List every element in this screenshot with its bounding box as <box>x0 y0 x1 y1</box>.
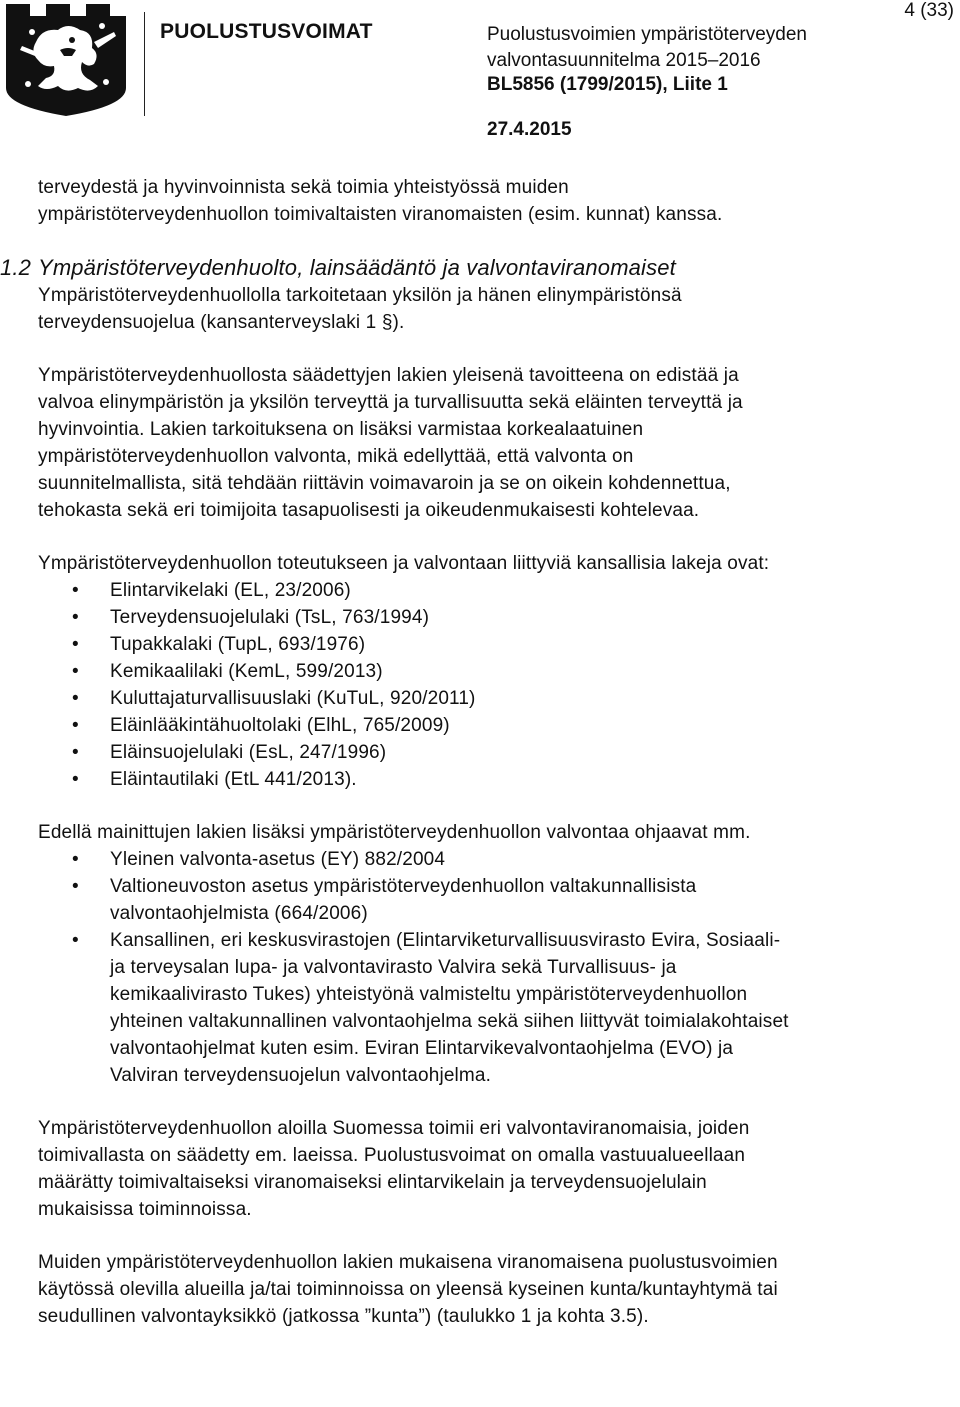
text-line: suunnitelmallista, sitä tehdään riittävin voimavaroin ja se on oikein kohdennettua, <box>38 473 731 494</box>
list-item <box>38 873 956 927</box>
list-item-text: Yleinen valvonta-asetus (EY) 882/2004 <box>110 849 446 870</box>
list-item-text: Eläinsuojelulaki (EsL, 247/1996) <box>110 742 387 763</box>
paragraph: Edellä mainittujen lakien lisäksi ympäristöterveydenhuollon valvontaa ohjaavat mm. <box>38 822 751 843</box>
text-line: toimivallasta on säädetty em. laeissa. Puolustusvoimat on omalla vastuualueellaan <box>38 1145 746 1166</box>
list-item-text: Kemikaalilaki (KemL, 599/2013) <box>110 661 383 682</box>
list-item-text: kemikaalivirasto Tukes) yhteistyönä valmisteltu ympäristöterveydenhuollon <box>110 984 748 1005</box>
section-heading <box>0 254 918 282</box>
organization-name: PUOLUSTUSVOIMAT <box>160 20 373 43</box>
bullet-icon: • <box>72 688 79 709</box>
list-item <box>38 766 956 793</box>
page-header <box>0 0 960 150</box>
other-regulations-list <box>38 846 956 1089</box>
bullet-icon: • <box>72 849 79 870</box>
list-item-text: yhteinen valtakunnallinen valvontaohjelma sekä siihen liittyvät toimialakohtaiset <box>110 1011 789 1032</box>
bullet-icon: • <box>72 930 79 951</box>
list-item <box>38 685 956 712</box>
text-line: terveydensuojelua (kansanterveyslaki 1 §). <box>38 312 405 333</box>
text-line: määrätty toimivaltaiseksi viranomaiseksi elintarvikelain ja terveydensuojelulain <box>38 1172 707 1193</box>
text-line: Ympäristöterveydenhuollosta säädettyjen lakien yleisenä tavoitteena on edistää ja <box>38 365 739 386</box>
list-item <box>38 712 956 739</box>
text-line: seudullinen valvontayksikkö (jatkossa ”kunta”) (taulukko 1 ja kohta 3.5). <box>38 1306 649 1327</box>
bullet-icon: • <box>72 634 79 655</box>
list-item-text: valvontaohjelmat kuten esim. Eviran Elintarvikevalvontaohjelma (EVO) ja <box>110 1038 734 1059</box>
list-item-text: Valviran terveydensuojelun valvontaohjelma. <box>110 1065 492 1086</box>
text-line: Ympäristöterveydenhuollolla tarkoitetaan yksilön ja hänen elinympäristönsä <box>38 285 682 306</box>
document-title-line: valvontasuunnitelma 2015–2016 <box>487 50 761 71</box>
bullet-icon: • <box>72 580 79 601</box>
bullet-icon: • <box>72 715 79 736</box>
paragraph <box>38 1115 956 1223</box>
text-line: Muiden ympäristöterveydenhuollon lakien mukaisena viranomaisena puolustusvoimien <box>38 1252 778 1273</box>
list-item-text: valvontaohjelmista (664/2006) <box>110 903 368 924</box>
bullet-icon: • <box>72 876 79 897</box>
section-title: Ympäristöterveydenhuolto, lainsäädäntö ja valvontaviranomaiset <box>38 255 676 280</box>
text-line: terveydestä ja hyvinvoinnista sekä toimia yhteistyössä muiden <box>38 177 569 198</box>
page-number: 4 (33) <box>904 0 954 21</box>
list-item <box>38 604 956 631</box>
paragraph <box>38 362 956 524</box>
paragraph: Ympäristöterveydenhuollon toteutukseen ja valvontaan liittyviä kansallisia lakeja ovat: <box>38 553 770 574</box>
text-line: hyvinvointia. Lakien tarkoituksena on lisäksi varmistaa korkealaatuinen <box>38 419 644 440</box>
paragraph <box>38 174 956 228</box>
bullet-icon: • <box>72 607 79 628</box>
list-item-text: Valtioneuvoston asetus ympäristöterveydenhuollon valtakunnallisista <box>110 876 697 897</box>
text-line: tehokasta sekä eri toimijoita tasapuolisesti ja oikeudenmukaisesti kohtelevaa. <box>38 500 700 521</box>
list-item <box>38 577 956 604</box>
bullet-icon: • <box>72 742 79 763</box>
list-item-text: Elintarvikelaki (EL, 23/2006) <box>110 580 351 601</box>
text-line: Ympäristöterveydenhuollon aloilla Suomessa toimii eri valvontaviranomaisia, joiden <box>38 1118 750 1139</box>
list-item-text: Eläinlääkintähuoltolaki (ElhL, 765/2009) <box>110 715 450 736</box>
bullet-icon: • <box>72 769 79 790</box>
bullet-icon: • <box>72 661 79 682</box>
list-item-text: Kuluttajaturvallisuuslaki (KuTuL, 920/2011) <box>110 688 476 709</box>
list-item <box>38 846 956 873</box>
paragraph <box>38 1249 956 1330</box>
document-reference: BL5856 (1799/2015), Liite 1 <box>487 74 728 95</box>
text-line: käytössä olevilla alueilla ja/tai toiminnoissa on yleensä kyseinen kunta/kuntayhtymä tai <box>38 1279 778 1300</box>
list-item <box>38 739 956 766</box>
list-item-text: Tupakkalaki (TupL, 693/1976) <box>110 634 366 655</box>
paragraph <box>38 282 956 336</box>
list-item-text: ja terveysalan lupa- ja valvontavirasto Valvira sekä Turvallisuus- ja <box>110 957 677 978</box>
section-number: 1.2 <box>0 255 32 280</box>
law-list <box>38 577 956 793</box>
lion-coat-of-arms-icon <box>2 2 132 118</box>
list-item-text: Eläintautilaki (EtL 441/2013). <box>110 769 357 790</box>
header-divider <box>144 12 145 116</box>
document-date: 27.4.2015 <box>487 119 572 140</box>
text-line: ympäristöterveydenhuollon toimivaltaisten viranomaisten (esim. kunnat) kanssa. <box>38 204 723 225</box>
list-item <box>38 631 956 658</box>
list-item <box>38 658 956 685</box>
document-title <box>487 22 807 74</box>
text-line: ympäristöterveydenhuollon valvonta, mikä edellyttää, että valvonta on <box>38 446 634 467</box>
list-item-text: Kansallinen, eri keskusvirastojen (Elintarviketurvallisuusvirasto Evira, Sosiaali- <box>110 930 781 951</box>
text-line: valvoa elinympäristön ja yksilön terveyttä ja turvallisuutta sekä eläinten terveyttä ja <box>38 392 743 413</box>
document-body <box>0 174 956 1330</box>
document-title-line: Puolustusvoimien ympäristöterveyden <box>487 24 807 45</box>
text-line: mukaisissa toiminnoissa. <box>38 1199 252 1220</box>
list-item-text: Terveydensuojelulaki (TsL, 763/1994) <box>110 607 430 628</box>
list-item <box>38 927 956 1089</box>
